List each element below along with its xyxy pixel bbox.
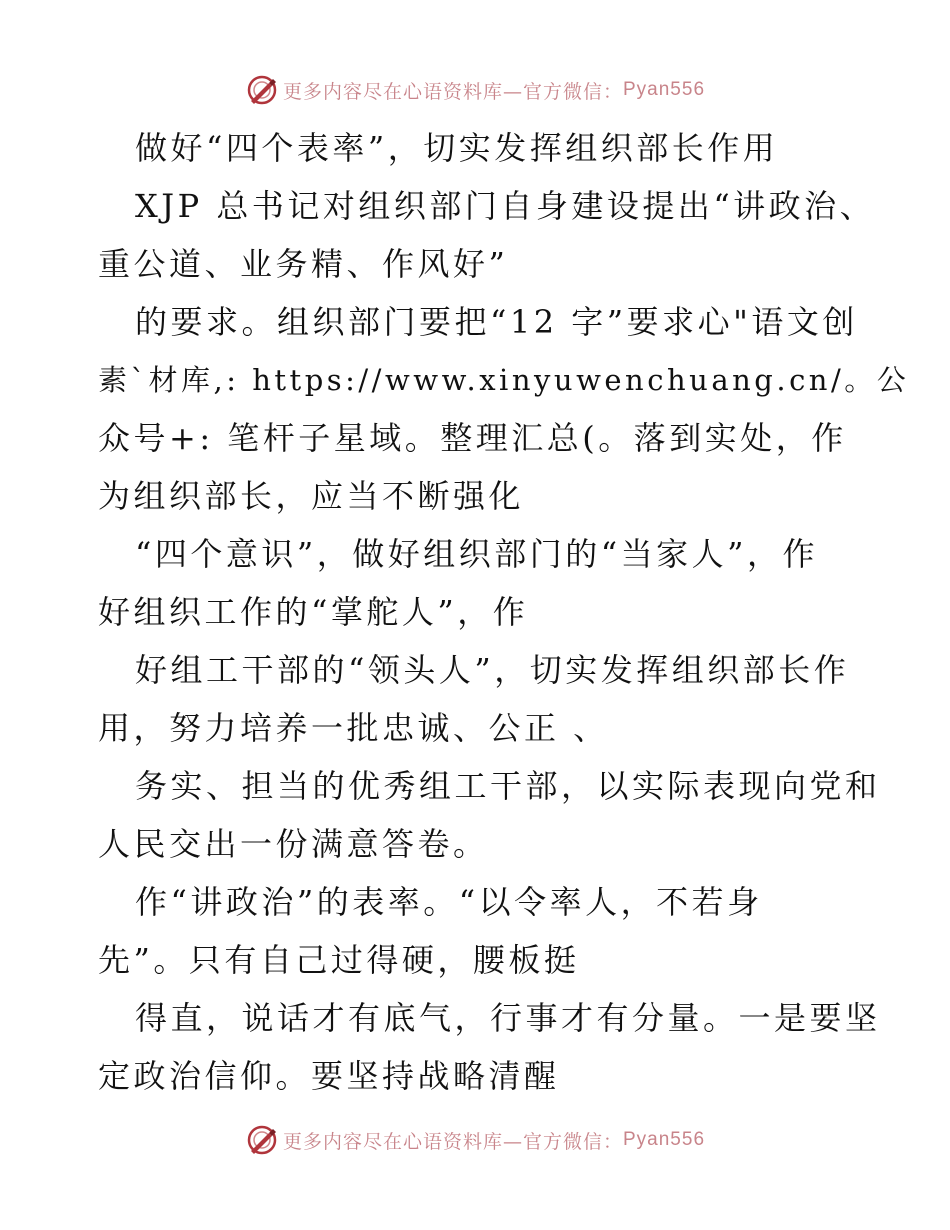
- text-line: 先”。只有自己过得硬，腰板挺: [98, 941, 580, 979]
- watermark-wechat-id: Pyan556: [623, 79, 706, 100]
- text-line: 得直，说话才有底气，行事才有分量。一是要坚: [135, 999, 881, 1037]
- watermark-wechat-id: Pyan556: [623, 1129, 706, 1150]
- title-line: 做好“四个表率”，切实发挥组织部长作用: [135, 129, 779, 167]
- text-line: 定政治信仰。要坚持战略清醒: [98, 1057, 560, 1095]
- footer-watermark: [0, 1120, 950, 1160]
- text-line: “四个意识”，做好组织部门的“当家人”，作: [135, 535, 818, 573]
- text-line: XJP 总书记对组织部门自身建设提出“讲政治、: [135, 187, 876, 225]
- text-line: 人民交出一份满意答卷。: [98, 825, 489, 863]
- text-line: 务实、担当的优秀组工干部，以实际表现向党和: [135, 767, 881, 805]
- text-line: 众号+: 笔杆子星域。整理汇总(。落到实处，作: [98, 419, 847, 457]
- watermark-text: 更多内容尽在心语资料库—官方微信：: [282, 1130, 623, 1153]
- text-line: 好组工干部的“领头人”，切实发挥组织部长作: [135, 651, 850, 689]
- pen-logo-icon: [245, 1123, 279, 1157]
- text-line: 好组织工作的“掌舵人”，作: [98, 593, 529, 631]
- text-line: 素`材库,: https://www.xinyuwenchuang.cn/。公: [98, 363, 910, 397]
- header-watermark: [0, 70, 950, 110]
- text-line: 用，努力培养一批忠诚、公正 、: [98, 709, 609, 747]
- watermark-text: 更多内容尽在心语资料库—官方微信：: [282, 80, 623, 103]
- text-line: 的要求。组织部门要把“12 字”要求心"语文创: [135, 303, 858, 341]
- text-line: 作“讲政治”的表率。“以令率人，不若身: [135, 883, 763, 921]
- pen-logo-icon: [245, 73, 279, 107]
- text-line: 为组织部长，应当不断强化: [98, 477, 525, 515]
- text-line: 重公道、业务精、作风好”: [98, 245, 509, 283]
